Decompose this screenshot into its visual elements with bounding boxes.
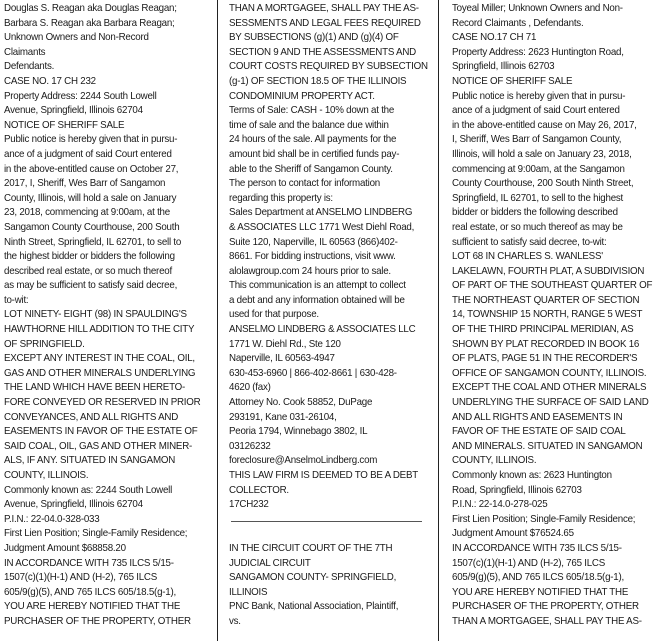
text-line: Claimants — [4, 45, 46, 58]
text-line: time of sale and the balance due within — [229, 118, 389, 131]
text-line: Springfield, IL 62701, to sell to the highest — [452, 191, 624, 204]
text-line: Douglas S. Reagan aka Douglas Reagan; — [4, 2, 177, 14]
text-line: CASE NO.17 CH 71 — [452, 31, 537, 44]
text-line: Record Claimants , Defendants. — [452, 16, 584, 29]
text-line: 293191, Kane 031-26104, — [229, 410, 337, 423]
text-line: This communication is an attempt to collect — [229, 279, 406, 292]
text-line: CONDOMINIUM PROPERTY ACT. — [229, 89, 375, 102]
text-line: ANSELMO LINDBERG & ASSOCIATES LLC — [229, 323, 416, 336]
text-line: OF SPRINGFIELD. — [4, 337, 85, 350]
text-line: OF PART OF THE SOUTHEAST QUARTER OF — [452, 279, 653, 292]
text-line: Ninth Street, Springfield, IL 62701, to sell to — [4, 235, 182, 248]
text-line: I, Sheriff, Wes Barr of Sangamon County, — [452, 133, 622, 146]
text-line: Sangamon County Courthouse, 200 South — [4, 220, 180, 233]
text-line: Property Address: 2623 Huntington Road, — [452, 45, 624, 58]
text-line: COUNTY, ILLINOIS. — [4, 469, 89, 481]
text-line: the highest bidder or bidders the following — [4, 250, 175, 263]
text-line: SANGAMON COUNTY- SPRINGFIELD, — [229, 571, 397, 584]
text-line: PNC Bank, National Association, Plaintiff, — [229, 600, 399, 613]
text-line: to-wit: — [4, 293, 29, 306]
text-line: 4620 (fax) — [229, 381, 271, 394]
text-line — [229, 512, 433, 527]
text-line: CASE NO. 17 CH 232 — [4, 74, 96, 87]
text-line: Public notice is hereby given that in pursu- — [4, 133, 178, 146]
text-line: FORE CONVEYED OR RESERVED IN PRIOR — [4, 396, 201, 409]
text-line: LOT NINETY- EIGHT (98) IN SPAULDING'S — [4, 308, 187, 321]
text-line: described real estate, or so much thereof — [4, 264, 172, 277]
text-line: IN ACCORDANCE WITH 735 ILCS 5/15- — [452, 541, 622, 554]
text-line: Avenue, Springfield, Illinois 62704 — [4, 498, 143, 511]
text-line: LAKELAWN, FOURTH PLAT, A SUBDIVISION — [452, 264, 645, 277]
text-line: THAN A MORTGAGEE, SHALL PAY THE AS- — [452, 614, 642, 627]
text-line: Naperville, IL 60563-4947 — [229, 352, 335, 365]
text-line: & ASSOCIATES LLC 1771 West Diehl Road, — [229, 220, 415, 233]
text-line: EASEMENTS IN FAVOR OF THE ESTATE OF — [4, 425, 198, 438]
text-line: IN ACCORDANCE WITH 735 ILCS 5/15- — [4, 556, 174, 569]
text-line: ance of a judgment of said Court entered — [4, 147, 172, 160]
text-line: NOTICE OF SHERIFF SALE — [4, 118, 125, 131]
text-line: 605/9(g)(5), AND 765 ILCS 605/18.5(g-1), — [452, 571, 624, 584]
text-line: First Lien Position; Single-Family Residence; — [4, 527, 188, 540]
text-line: Toyeal Miller; Unknown Owners and Non- — [452, 2, 623, 14]
text-line: JUDICIAL CIRCUIT — [229, 556, 311, 569]
text-line: YOU ARE HEREBY NOTIFIED THAT THE — [452, 585, 629, 598]
text-line: OFFICE OF SANGAMON COUNTY, ILLINOIS. — [452, 366, 647, 379]
text-line: AND MINERALS. SITUATED IN SANGAMON — [452, 439, 643, 452]
text-line: OF THE THIRD PRINCIPAL MERIDIAN, AS — [452, 323, 634, 336]
text-line: Springfield, Illinois 62703 — [452, 60, 555, 73]
text-line: Suite 120, Naperville, IL 60563 (866)402- — [229, 235, 398, 248]
text-line: THIS LAW FIRM IS DEEMED TO BE A DEBT — [229, 469, 418, 481]
text-line: 1771 W. Diehl Rd., Ste 120 — [229, 337, 341, 350]
text-line: P.I.N.: 22-04.0-328-033 — [4, 512, 100, 525]
column-divider — [217, 0, 218, 641]
text-line: as may be sufficient to satisfy said decree, — [4, 279, 178, 292]
text-line: used for that purpose. — [229, 308, 319, 321]
text-line: Judgment Amount $68858.20 — [4, 541, 126, 554]
text-line: sufficient to satisfy said decree, to-wit: — [452, 235, 607, 248]
text-line: Road, Springfield, Illinois 62703 — [452, 483, 582, 496]
text-line: 1507(c)(1)(H-1) AND (H-2), 765 ILCS — [452, 556, 606, 569]
text-line: Judgment Amount $76524.65 — [452, 527, 574, 540]
text-line: EXCEPT THE COAL AND OTHER MINERALS — [452, 381, 647, 394]
text-line: AND ALL RIGHTS AND EASEMENTS IN — [452, 410, 623, 423]
text-line: ance of a judgment of said Court entered — [452, 104, 620, 117]
text-line: P.I.N.: 22-14.0-278-025 — [452, 498, 548, 511]
text-line: The person to contact for information — [229, 177, 380, 190]
text-line: foreclosure@AnselmoLindberg.com — [229, 454, 378, 467]
text-line: PURCHASER OF THE PROPERTY, OTHER — [452, 600, 639, 613]
text-line: OF PLATS, PAGE 51 IN THE RECORDER'S — [452, 352, 638, 365]
text-line: 17CH232 — [229, 498, 269, 511]
text-line: HAWTHORNE HILL ADDITION TO THE CITY — [4, 323, 195, 336]
text-line: Commonly known as: 2244 South Lowell — [4, 483, 173, 496]
text-line: 14, TOWNSHIP 15 NORTH, RANGE 5 WEST — [452, 308, 643, 321]
text-line: COURT COSTS REQUIRED BY SUBSECTION — [229, 60, 428, 73]
text-line: regarding this property is: — [229, 191, 333, 204]
text-line: UNDERLYING THE SURFACE OF SAID LAND — [452, 396, 649, 409]
text-line: NOTICE OF SHERIFF SALE — [452, 74, 573, 87]
text-line: EXCEPT ANY INTEREST IN THE COAL, OIL, — [4, 352, 195, 365]
text-line: IN THE CIRCUIT COURT OF THE 7TH — [229, 541, 393, 554]
column-1-notice-text — [4, 1, 210, 629]
text-line: Avenue, Springfield, Illinois 62704 — [4, 104, 143, 117]
text-line: real estate, or so much thereof as may be — [452, 220, 623, 233]
text-line: GAS AND OTHER MINERALS UNDERLYING — [4, 366, 196, 379]
text-line: (g-1) OF SECTION 18.5 OF THE ILLINOIS — [229, 74, 407, 87]
text-line: First Lien Position; Single-Family Residence; — [452, 512, 636, 525]
text-line: SECTION 9 AND THE ASSESSMENTS AND — [229, 45, 416, 58]
text-line: ALS, IF ANY. SITUATED IN SANGAMON — [4, 454, 176, 467]
text-line: bidder or bidders the following described — [452, 206, 618, 219]
text-line: 8661. For bidding instructions, visit www. — [229, 250, 396, 263]
text-line: amount bid shall be in certified funds pay- — [229, 147, 400, 160]
text-line: FAVOR OF THE ESTATE OF SAID COAL — [452, 425, 626, 438]
text-line: able to the Sheriff of Sangamon County. — [229, 162, 393, 175]
text-line: Sales Department at ANSELMO LINDBERG — [229, 206, 413, 219]
text-line: 2017, I, Sheriff, Wes Barr of Sangamon — [4, 177, 166, 190]
text-line: Commonly known as: 2623 Huntington — [452, 469, 612, 481]
text-line: in the above-entitled cause on May 26, 2017, — [452, 118, 637, 131]
text-line: Barbara S. Reagan aka Barbara Reagan; — [4, 16, 175, 29]
text-line: alolawgroup.com 24 hours prior to sale. — [229, 264, 391, 277]
text-line: County, Illinois, will hold a sale on January — [4, 191, 177, 204]
text-line: 24 hours of the sale. All payments for the — [229, 133, 397, 146]
text-line: Illinois, will hold a sale on January 23, 2018, — [452, 147, 632, 160]
text-line: 1507(c)(1)(H-1) AND (H-2), 765 ILCS — [4, 571, 158, 584]
text-line: County Courthouse, 200 South Ninth Street, — [452, 177, 634, 190]
column-divider — [438, 0, 439, 641]
text-line: 03126232 — [229, 439, 271, 452]
text-line: Attorney No. Cook 58852, DuPage — [229, 396, 373, 409]
text-line: CONVEYANCES, AND ALL RIGHTS AND — [4, 410, 179, 423]
text-line: a debt and any information obtained will be — [229, 293, 405, 306]
text-line: PURCHASER OF THE PROPERTY, OTHER — [4, 614, 191, 627]
text-line: COLLECTOR. — [229, 483, 289, 496]
text-line: SHOWN BY PLAT RECORDED IN BOOK 16 — [452, 337, 640, 350]
column-3-notice-text — [452, 1, 654, 629]
text-line: THAN A MORTGAGEE, SHALL PAY THE AS- — [229, 2, 419, 14]
text-line: YOU ARE HEREBY NOTIFIED THAT THE — [4, 600, 181, 613]
text-line: LOT 68 IN CHARLES S. WANLESS' — [452, 250, 603, 263]
column-2-notice-text — [229, 1, 433, 629]
text-line: COUNTY, ILLINOIS. — [452, 454, 537, 467]
text-line: THE LAND WHICH HAVE BEEN HERETO- — [4, 381, 186, 394]
text-line: SAID COAL, OIL, GAS AND OTHER MINER- — [4, 439, 193, 452]
text-line: BY SUBSECTIONS (g)(1) AND (g)(4) OF — [229, 31, 399, 44]
text-line: Defendants. — [4, 60, 55, 73]
text-line: THE NORTHEAST QUARTER OF SECTION — [452, 293, 640, 306]
text-line: Peoria 1794, Winnebago 3802, IL — [229, 425, 368, 438]
text-line: 605/9(g)(5), AND 765 ILCS 605/18.5(g-1), — [4, 585, 176, 598]
text-line: SESSMENTS AND LEGAL FEES REQUIRED — [229, 16, 421, 29]
text-line: Unknown Owners and Non-Record — [4, 31, 149, 44]
text-line: vs. — [229, 614, 241, 627]
text-line: 630-453-6960 | 866-402-8661 | 630-428- — [229, 366, 397, 379]
text-line: in the above-entitled cause on October 27, — [4, 162, 179, 175]
text-line: 23, 2018, commencing at 9:00am, at the — [4, 206, 170, 219]
text-line — [229, 526, 433, 541]
text-line: Public notice is hereby given that in pursu- — [452, 89, 626, 102]
text-line: commencing at 9:00am, at the Sangamon — [452, 162, 625, 175]
text-line: ILLINOIS — [229, 585, 268, 598]
text-line: Terms of Sale: CASH - 10% down at the — [229, 104, 395, 117]
text-line: Property Address: 2244 South Lowell — [4, 89, 157, 102]
